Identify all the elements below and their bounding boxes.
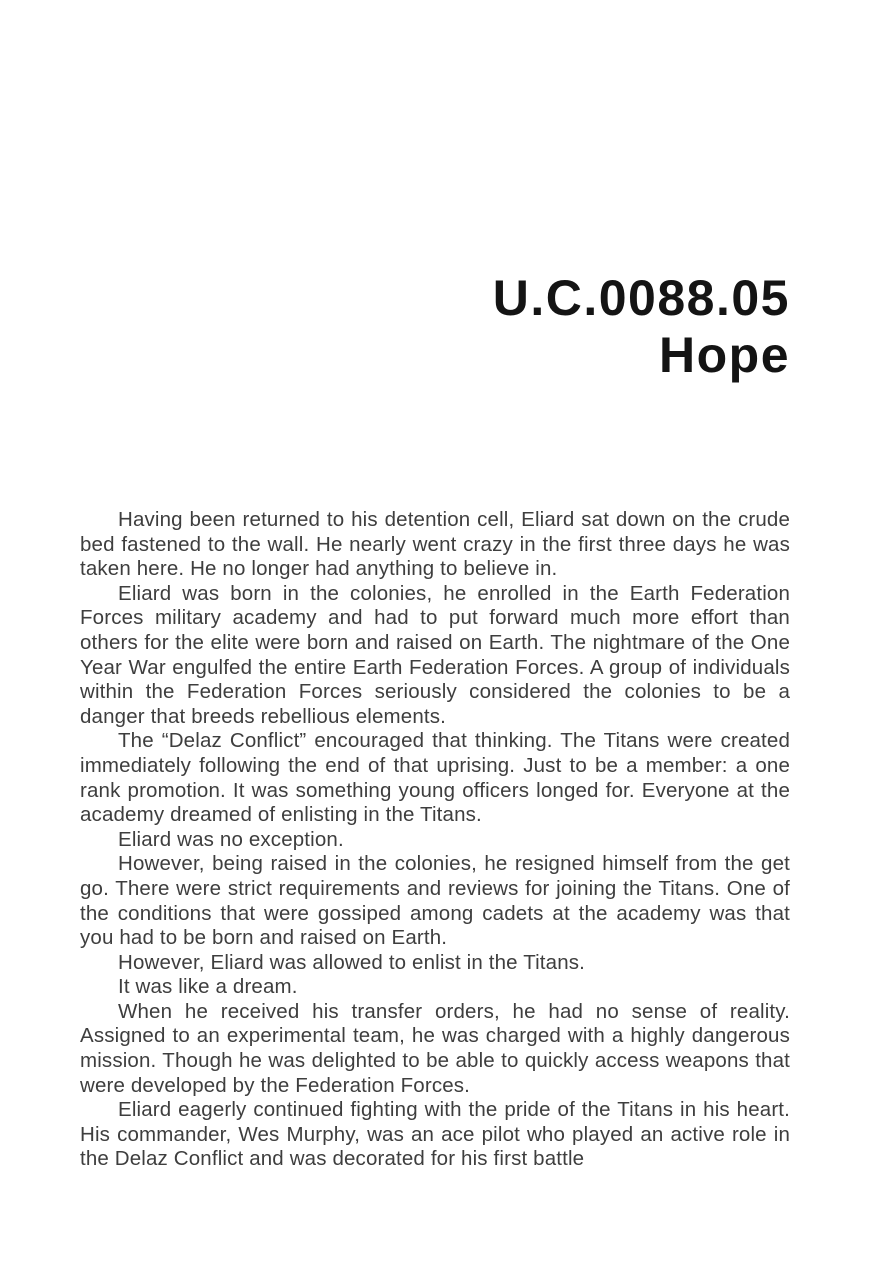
- paragraph: Eliard was born in the colonies, he enrolled in the Earth Federation Forces military academy and had to put forward much more effort than others for the elite were born and raised on Earth. The nightmare of the One Year War engulfed the entire Earth Federation Forces. A group of individuals within the Federation Forces seriously considered the colonies to be a danger that breeds rebellious elements.: [80, 581, 790, 728]
- paragraph: It was like a dream.: [118, 975, 298, 999]
- chapter-title-date: U.C.0088.05: [492, 270, 790, 326]
- paragraph: However, Eliard was allowed to enlist in the Titans.: [118, 950, 585, 974]
- paragraph: When he received his transfer orders, he had no sense of reality. Assigned to an experimental team, he was charged with a highly dangerous mission. Though he was delighted to be able to quickly access weapons that were developed by the Federation Forces.: [80, 999, 790, 1097]
- chapter-title: [493, 270, 790, 384]
- paragraph: However, being raised in the colonies, he resigned himself from the get go. There were strict requirements and reviews for joining the Titans. One of the conditions that were gossiped among cadets at the academy was that you had to be born and raised on Earth.: [80, 852, 790, 950]
- paragraph: Eliard was no exception.: [118, 827, 344, 851]
- paragraph: The “Delaz Conflict” encouraged that thinking. The Titans were created immediately following the end of that uprising. Just to be a member: a one rank promotion. It was something young officers longed for. Everyone at the academy dreamed of enlisting in the Titans.: [80, 729, 790, 827]
- body-text: [80, 508, 790, 1172]
- paragraph: Eliard eagerly continued fighting with the pride of the Titans in his heart. His commander, Wes Murphy, was an ace pilot who played an active role in the Delaz Conflict and was decorated for his first battle: [80, 1098, 790, 1171]
- chapter-title-name: Hope: [659, 327, 790, 383]
- paragraph: Having been returned to his detention cell, Eliard sat down on the crude bed fastened to the wall. He nearly went crazy in the first three days he was taken here. He no longer had anything to believe in.: [80, 508, 790, 581]
